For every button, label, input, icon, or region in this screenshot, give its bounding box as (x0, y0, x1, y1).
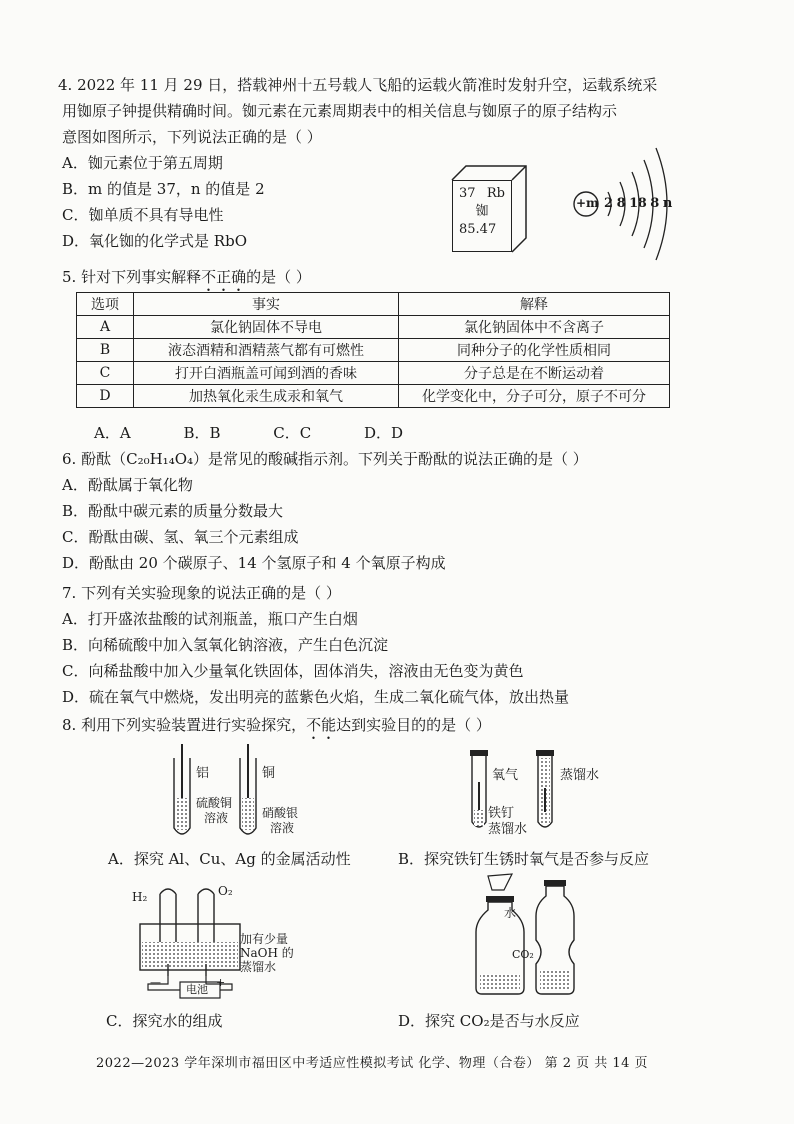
table-row (77, 385, 670, 408)
question-text: 酚酞（C₂₀H₁₄O₄）是常见的酸碱指示剂。下列关于酚酞的说法正确的是（ ） (81, 450, 588, 468)
table-cell: C (77, 362, 134, 385)
option-b: B．m 的值是 37，n 的值是 2 (62, 180, 265, 198)
element-name: 铷 (475, 204, 489, 219)
label-distilled-water: 蒸馏水 (560, 768, 600, 783)
table-row (77, 339, 670, 362)
label-text: 溶液 (204, 811, 229, 825)
table-header: 解释 (399, 293, 670, 316)
table-cell: 加热氧化汞生成汞和氧气 (134, 385, 399, 408)
option-a: A．酚酞属于氧化物 (62, 476, 193, 494)
question-5 (62, 264, 752, 295)
option-a: A．打开盛浓盐酸的试剂瓶盖，瓶口产生白烟 (62, 610, 358, 628)
table-cell: 分子总是在不断运动着 (399, 362, 670, 385)
label-solution-2 (262, 806, 298, 836)
emphasis-text: 不正确 (201, 268, 247, 286)
question-number: 4. (58, 76, 73, 94)
option-c: C．铷单质不具有导电性 (62, 206, 224, 224)
label-naoh-note (240, 932, 294, 974)
table-header: 选项 (77, 293, 134, 316)
figure-d-bottles (470, 870, 590, 1000)
element-symbol: Rb (486, 186, 505, 201)
question-text: 用铷原子钟提供精确时间。铷元素在元素周期表中的相关信息与铷原子的原子结构示 (62, 102, 618, 120)
table-cell: 氯化钠固体不导电 (134, 316, 399, 339)
table-cell: 氯化钠固体中不含离子 (399, 316, 670, 339)
label-text: 硫酸铜 (196, 796, 233, 810)
table-cell: 液态酒精和酒精蒸气都有可燃性 (134, 339, 399, 362)
table-cell: 同种分子的化学性质相同 (399, 339, 670, 362)
table-header: 事实 (134, 293, 399, 316)
facts-table (76, 292, 670, 408)
figure-b-caption: B．探究铁钉生锈时氧气是否参与反应 (398, 850, 650, 868)
question-number: 8. (62, 716, 77, 734)
option-d: D．氧化铷的化学式是 RbO (62, 232, 247, 250)
question-text: 达到实验目的的是（ ） (336, 716, 491, 734)
option-c: C．酚酞由碳、氢、氧三个元素组成 (62, 528, 299, 546)
atomic-mass: 85.47 (459, 222, 497, 237)
atomic-number: 37 (459, 186, 476, 201)
table-cell: 化学变化中，分子可分，原子不可分 (399, 385, 670, 408)
option-b: B．B (183, 424, 221, 442)
table-row (77, 316, 670, 339)
label-battery: 电池 (186, 983, 208, 996)
label-solution-1 (196, 796, 232, 826)
option-c: C．C (273, 424, 312, 442)
nucleus-label: +m (576, 196, 599, 210)
page-footer: 2022—2023 学年深圳市福田区中考适应性模拟考试 化学、物理（合卷） 第 2 页 共 14 页 (96, 1056, 649, 1071)
label-oxygen-c: O₂ (218, 884, 233, 898)
option-d: D．酚酞由 20 个碳原子、14 个氢原子和 4 个氧原子构成 (62, 554, 446, 572)
element-card (452, 180, 512, 252)
label-plus: + (216, 976, 226, 989)
option-b: B．向稀硫酸中加入氢氧化钠溶液，产生白色沉淀 (62, 636, 389, 654)
question-text: 利用下列实验装置进行实验探究， (81, 716, 307, 734)
table-cell: 打开白酒瓶盖可闻到酒的香味 (134, 362, 399, 385)
shell-electrons: 2 8 18 8 n (604, 196, 672, 211)
question-8 (62, 712, 752, 743)
option-d: D．硫在氧气中燃烧，发出明亮的蓝紫色火焰，生成二氧化硫气体，放出热量 (62, 688, 570, 706)
label-text: NaOH 的 (240, 946, 294, 960)
table-header-row (77, 293, 670, 316)
label-water: 水 (504, 906, 517, 920)
label-minus: — (150, 976, 161, 989)
label-text: 溶液 (270, 821, 295, 835)
option-d: D．D (364, 424, 404, 442)
question-text: 意图如图所示，下列说法正确的是（ ） (62, 128, 322, 146)
label-aluminum: 铝 (196, 766, 210, 781)
emphasis-text: 不能 (306, 716, 337, 734)
question-text: 的是（ ） (246, 268, 311, 286)
question-text: 下列有关实验现象的说法正确的是（ ） (81, 584, 341, 602)
option-a: A．铷元素位于第五周期 (62, 154, 223, 172)
table-row (77, 362, 670, 385)
option-b: B．酚酞中碳元素的质量分数最大 (62, 502, 284, 520)
table-cell: A (77, 316, 134, 339)
question-text: 2022 年 11 月 29 日，搭载神州十五号载人飞船的运载火箭准时发射升空，运载系统采 (77, 76, 658, 94)
option-c: C．向稀盐酸中加入少量氧化铁固体，固体消失，溶液由无色变为黄色 (62, 662, 524, 680)
figure-c-caption: C．探究水的组成 (106, 1012, 223, 1030)
figure-d-caption: D．探究 CO₂是否与水反应 (398, 1012, 580, 1030)
label-text: 加有少量 (240, 932, 289, 946)
figure-a-caption: A．探究 Al、Cu、Ag 的金属活动性 (108, 850, 351, 868)
label-copper: 铜 (262, 766, 276, 781)
label-text: 蒸馏水 (240, 960, 277, 974)
question-text: 针对下列事实解释 (81, 268, 202, 286)
question-number: 5. (62, 268, 77, 286)
label-hydrogen: H₂ (132, 890, 148, 904)
answer-choices (94, 422, 451, 443)
question-number: 7. (62, 584, 77, 602)
label-co2: CO₂ (512, 948, 534, 961)
label-text: 硝酸银 (262, 806, 299, 820)
question-6 (62, 446, 752, 576)
label-distilled-water-2: 蒸馏水 (488, 822, 528, 837)
label-oxygen: 氧气 (492, 768, 519, 783)
option-a: A．A (94, 424, 131, 442)
table-cell: B (77, 339, 134, 362)
question-number: 6. (62, 450, 77, 468)
label-iron-nail: 铁钉 (488, 806, 515, 821)
table-cell: D (77, 385, 134, 408)
question-7 (62, 580, 752, 710)
